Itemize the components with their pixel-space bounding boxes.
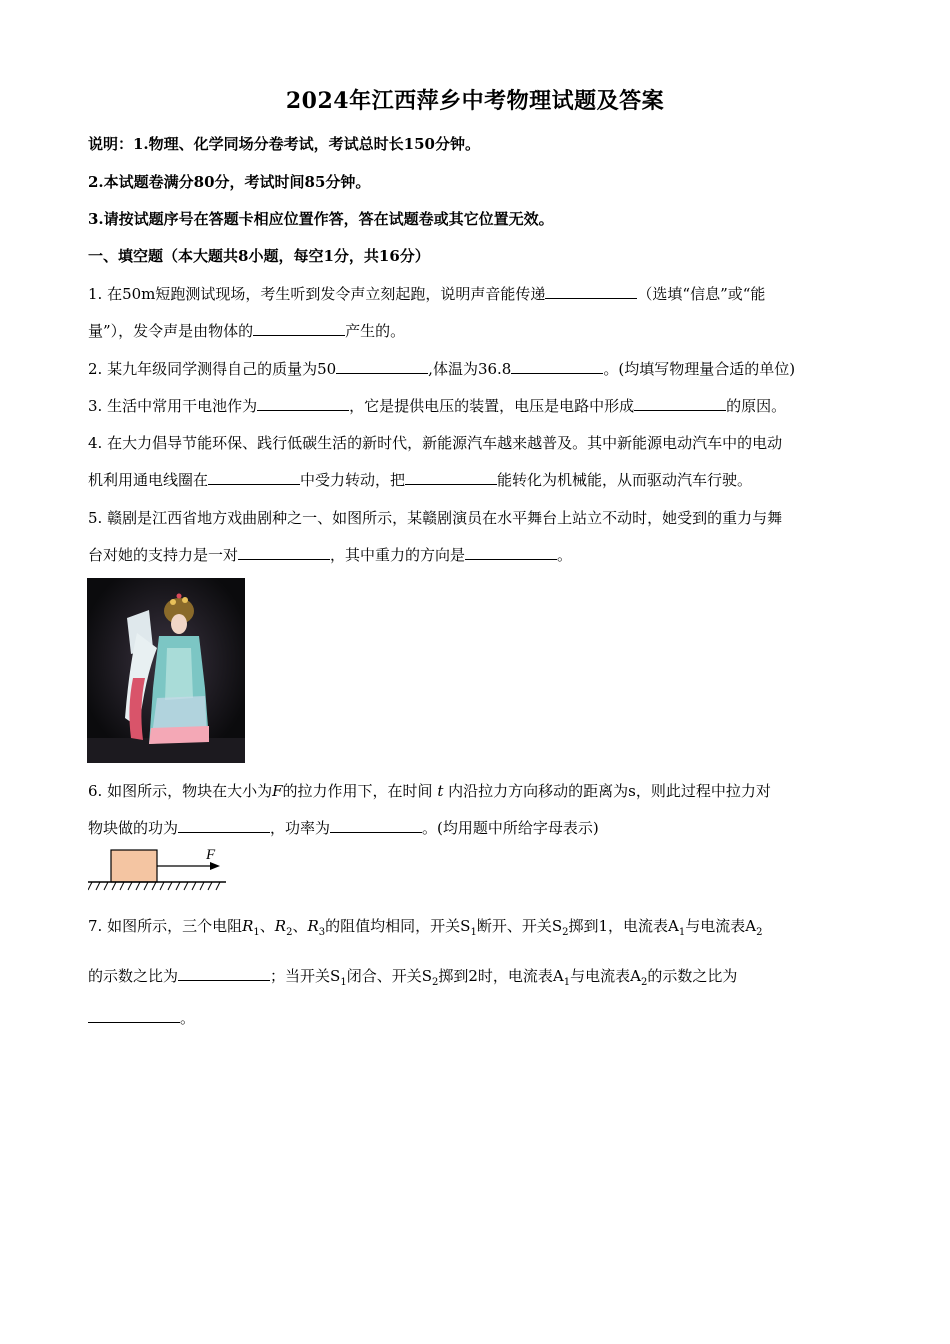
note-2: 2.本试题卷满分80分，考试时间85分钟。 — [88, 173, 371, 191]
block-diagram-svg — [88, 846, 228, 892]
block-force-diagram — [88, 846, 228, 896]
answer-blank[interactable] — [253, 321, 345, 336]
opera-performer-photo — [87, 578, 245, 763]
answer-blank[interactable] — [257, 396, 349, 411]
answer-blank[interactable] — [178, 818, 270, 833]
page-title: 2024年江西萍乡中考物理试题及答案 — [285, 88, 665, 114]
answer-blank[interactable] — [511, 359, 603, 374]
answer-blank[interactable] — [178, 966, 270, 981]
question-6-line-2: 物块做的功为 ，功率为 。(均用题中所给字母表示) — [88, 819, 599, 837]
answer-blank[interactable] — [238, 545, 330, 560]
section-heading: 一、填空题（本大题共8小题，每空1分，共16分） — [88, 247, 430, 265]
question-7-line-2: 的示数之比为 ；当开关$S_1$闭合、开关$S_2$掷到2时，电流表$A_1$与电流表$A_2$的示数之比为 — [88, 967, 738, 988]
question-5-line-2: 台对她的支持力是一对 ，其中重力的方向是 。 — [88, 546, 573, 564]
question-2: 2. 某九年级同学测得自己的质量为50 ,体温为36.8 。(均填写物理量合适的单位) — [88, 360, 796, 378]
question-6-line-1: 6. 如图所示，物块在大小为F的拉力作用下，在时间 t 内沿拉力方向移动的距离为s，则此过程中拉力对 — [88, 782, 771, 800]
question-4-line-1: 4. 在大力倡导节能环保、践行低碳生活的新时代，新能源汽车越来越普及。其中新能源电动汽车中的电动 — [88, 434, 783, 452]
answer-blank[interactable] — [405, 470, 497, 485]
question-1-line-1: 1. 在50m短跑测试现场，考生听到发令声立刻起跑，说明声音能传递 （选填“信息”或“能 — [88, 285, 766, 303]
opera-illustration — [87, 578, 245, 763]
answer-blank[interactable] — [88, 1008, 180, 1023]
question-4-line-2: 机利用通电线圈在 中受力转动，把 能转化为机械能，从而驱动汽车行驶。 — [88, 471, 753, 489]
answer-blank[interactable] — [336, 359, 428, 374]
question-7-line-1: 7. 如图所示，三个电阻$R_1$、$R_2$、$R_3$的阻值均相同，开关$S_1$断开、开关$S_2$掷到1，电流表$A_1$与电流表$A_2$ — [88, 917, 763, 938]
question-1-line-2: 量”），发令声是由物体的 产生的。 — [88, 322, 406, 340]
question-3: 3. 生活中常用干电池作为 ，它是提供电压的装置，电压是电路中形成 的原因。 — [88, 397, 787, 415]
answer-blank[interactable] — [634, 396, 726, 411]
force-label: F — [206, 847, 216, 863]
question-7-line-3: 。 — [88, 1007, 195, 1028]
arrow-head — [210, 862, 220, 870]
note-3: 3.请按试题序号在答题卡相应位置作答，答在试题卷或其它位置无效。 — [88, 210, 554, 228]
note-1: 说明：1.物理、化学同场分卷考试，考试总时长150分钟。 — [88, 135, 480, 153]
answer-blank[interactable] — [545, 284, 637, 299]
answer-blank[interactable] — [330, 818, 422, 833]
answer-blank[interactable] — [208, 470, 300, 485]
question-5-line-1: 5. 赣剧是江西省地方戏曲剧种之一、如图所示，某赣剧演员在水平舞台上站立不动时，她受到的重力与舞 — [88, 509, 783, 527]
answer-blank[interactable] — [465, 545, 557, 560]
ground-hatching — [88, 882, 220, 890]
block — [111, 850, 157, 882]
